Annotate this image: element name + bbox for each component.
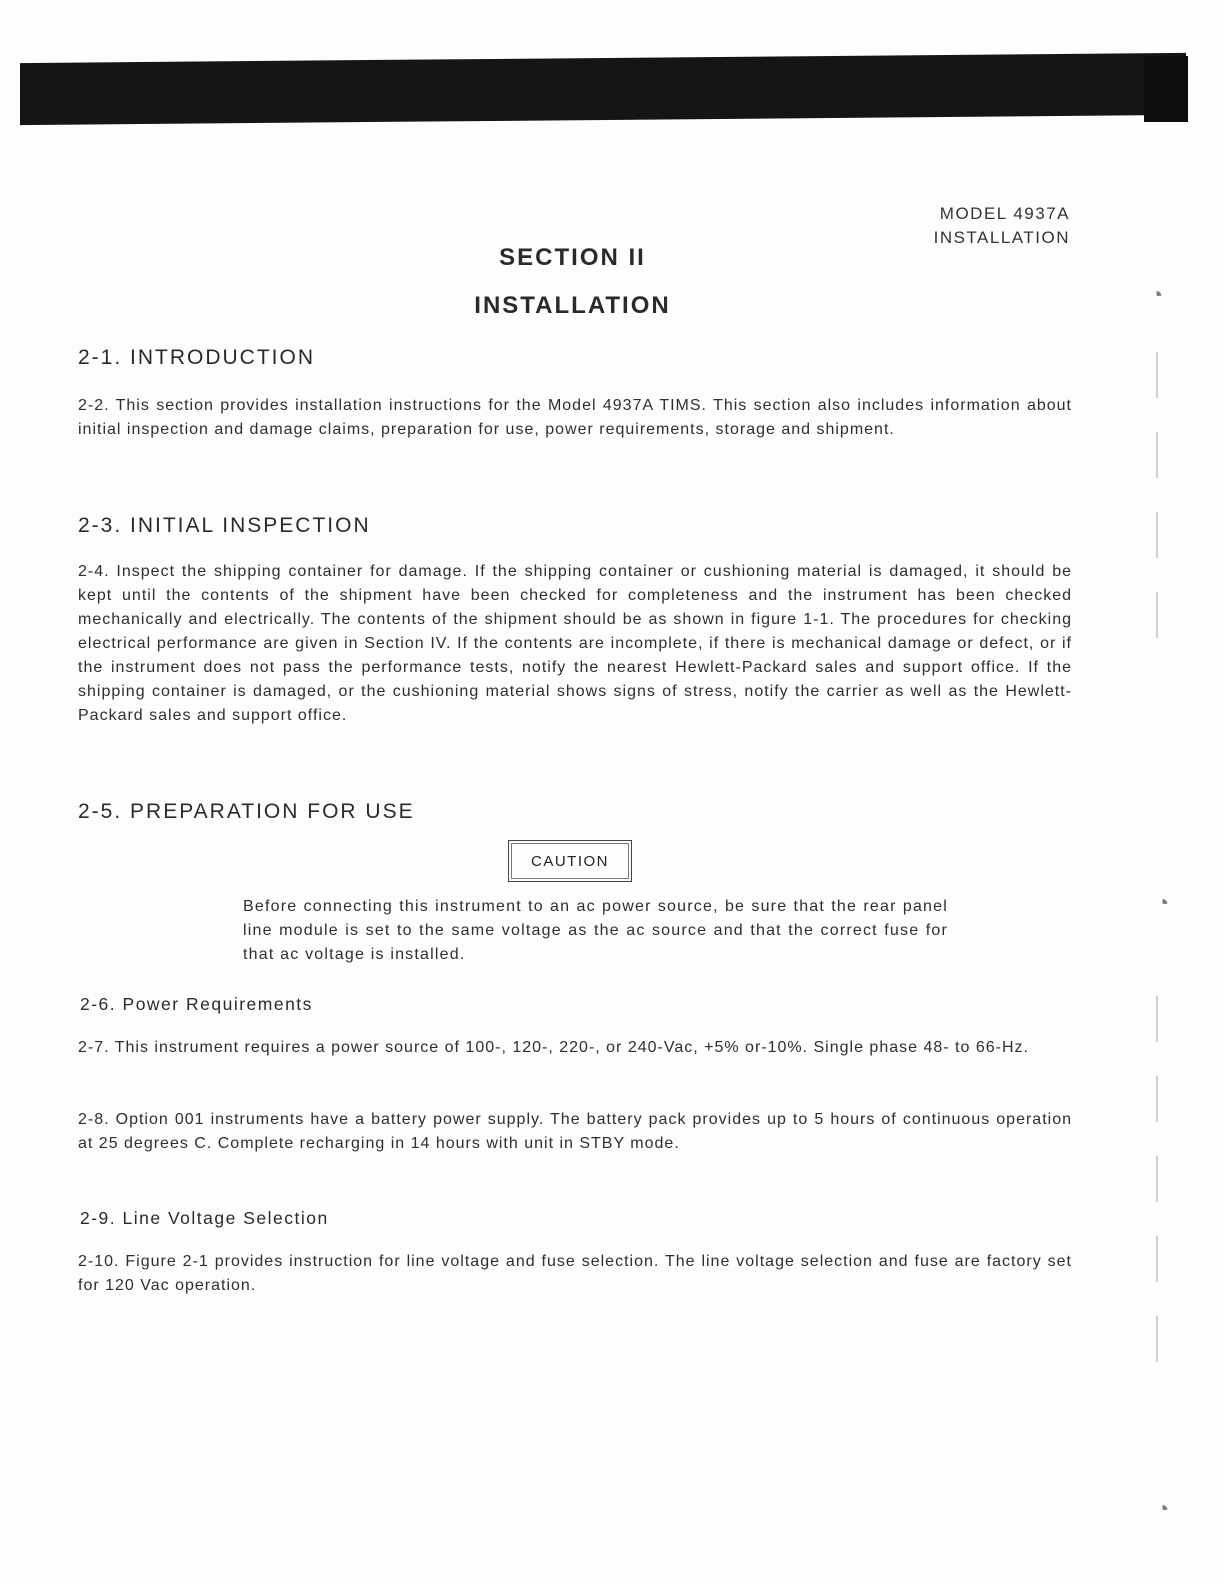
- section-number-title: SECTION II: [499, 244, 646, 271]
- header-model: MODEL 4937A: [939, 204, 1070, 223]
- heading-line-voltage-selection: 2-9. Line Voltage Selection: [80, 1208, 329, 1228]
- binding-hole-mark: ◔: [1156, 890, 1170, 915]
- margin-edge-mark: [1156, 592, 1158, 638]
- heading-introduction: 2-1. INTRODUCTION: [78, 346, 316, 369]
- margin-edge-mark: [1156, 352, 1158, 398]
- paragraph-2-4: 2-4. Inspect the shipping container for damage. If the shipping container or cushioning material is damaged, it should be kept until the contents of the shipment have been checked for completeness and the instrument has been checked mechanically and electrically. The contents of the shipment should be as shown in figure 1-1. The procedures for checking electrical performance are given in Section IV. If the contents are incomplete, if there is mechanical damage or defect, or if the instrument does not pass the performance tests, notify the nearest Hewlett-Packard sales and support office. If the shipping container is damaged, or the cushioning material shows signs of stress, notify the carrier as well as the Hewlett-Packard sales and support office.: [78, 563, 1072, 724]
- margin-edge-mark: [1156, 996, 1158, 1042]
- binding-hole-mark: ◔: [1150, 282, 1164, 307]
- caution-label-box: [508, 840, 632, 882]
- margin-edge-mark: [1156, 1316, 1158, 1362]
- paragraph-2-10: 2-10. Figure 2-1 provides instruction for line voltage and fuse selection. The line voltage selection and fuse are factory set for 120 Vac operation.: [78, 1253, 1072, 1294]
- running-header: [934, 202, 1070, 250]
- paragraph-2-7: 2-7. This instrument requires a power source of 100-, 120-, 220-, or 240-Vac, +5% or-10%. Single phase 48- to 66-Hz.: [78, 1039, 1029, 1056]
- margin-edge-mark: [1156, 1156, 1158, 1202]
- scan-edge-tab: [1144, 56, 1188, 122]
- margin-edge-mark: [1156, 1236, 1158, 1282]
- caution-label: CAUTION: [531, 852, 609, 870]
- paragraph-2-8: 2-8. Option 001 instruments have a battery power supply. The battery pack provides up to 5 hours of continuous operation at 25 degrees C. Complete recharging in 14 hours with unit in STBY mode.: [78, 1111, 1072, 1152]
- binding-hole-mark: ◔: [1156, 1496, 1170, 1521]
- section-name-title: INSTALLATION: [474, 292, 671, 319]
- margin-edge-mark: [1156, 1076, 1158, 1122]
- margin-edge-mark: [1156, 512, 1158, 558]
- paragraph-2-2: 2-2. This section provides installation instructions for the Model 4937A TIMS. This section also includes information about initial inspection and damage claims, preparation for use, power requirements, storage and shipment.: [78, 397, 1072, 438]
- header-section-name: INSTALLATION: [933, 228, 1070, 247]
- caution-text: Before connecting this instrument to an ac power source, be sure that the rear panel line module is set to the same voltage as the ac source and that the correct fuse for that ac voltage is installed.: [243, 898, 948, 963]
- heading-power-requirements: 2-6. Power Requirements: [80, 994, 313, 1014]
- scan-top-bar: [20, 53, 1186, 125]
- heading-preparation-for-use: 2-5. PREPARATION FOR USE: [78, 800, 415, 823]
- heading-initial-inspection: 2-3. INITIAL INSPECTION: [78, 514, 371, 537]
- margin-edge-mark: [1156, 432, 1158, 478]
